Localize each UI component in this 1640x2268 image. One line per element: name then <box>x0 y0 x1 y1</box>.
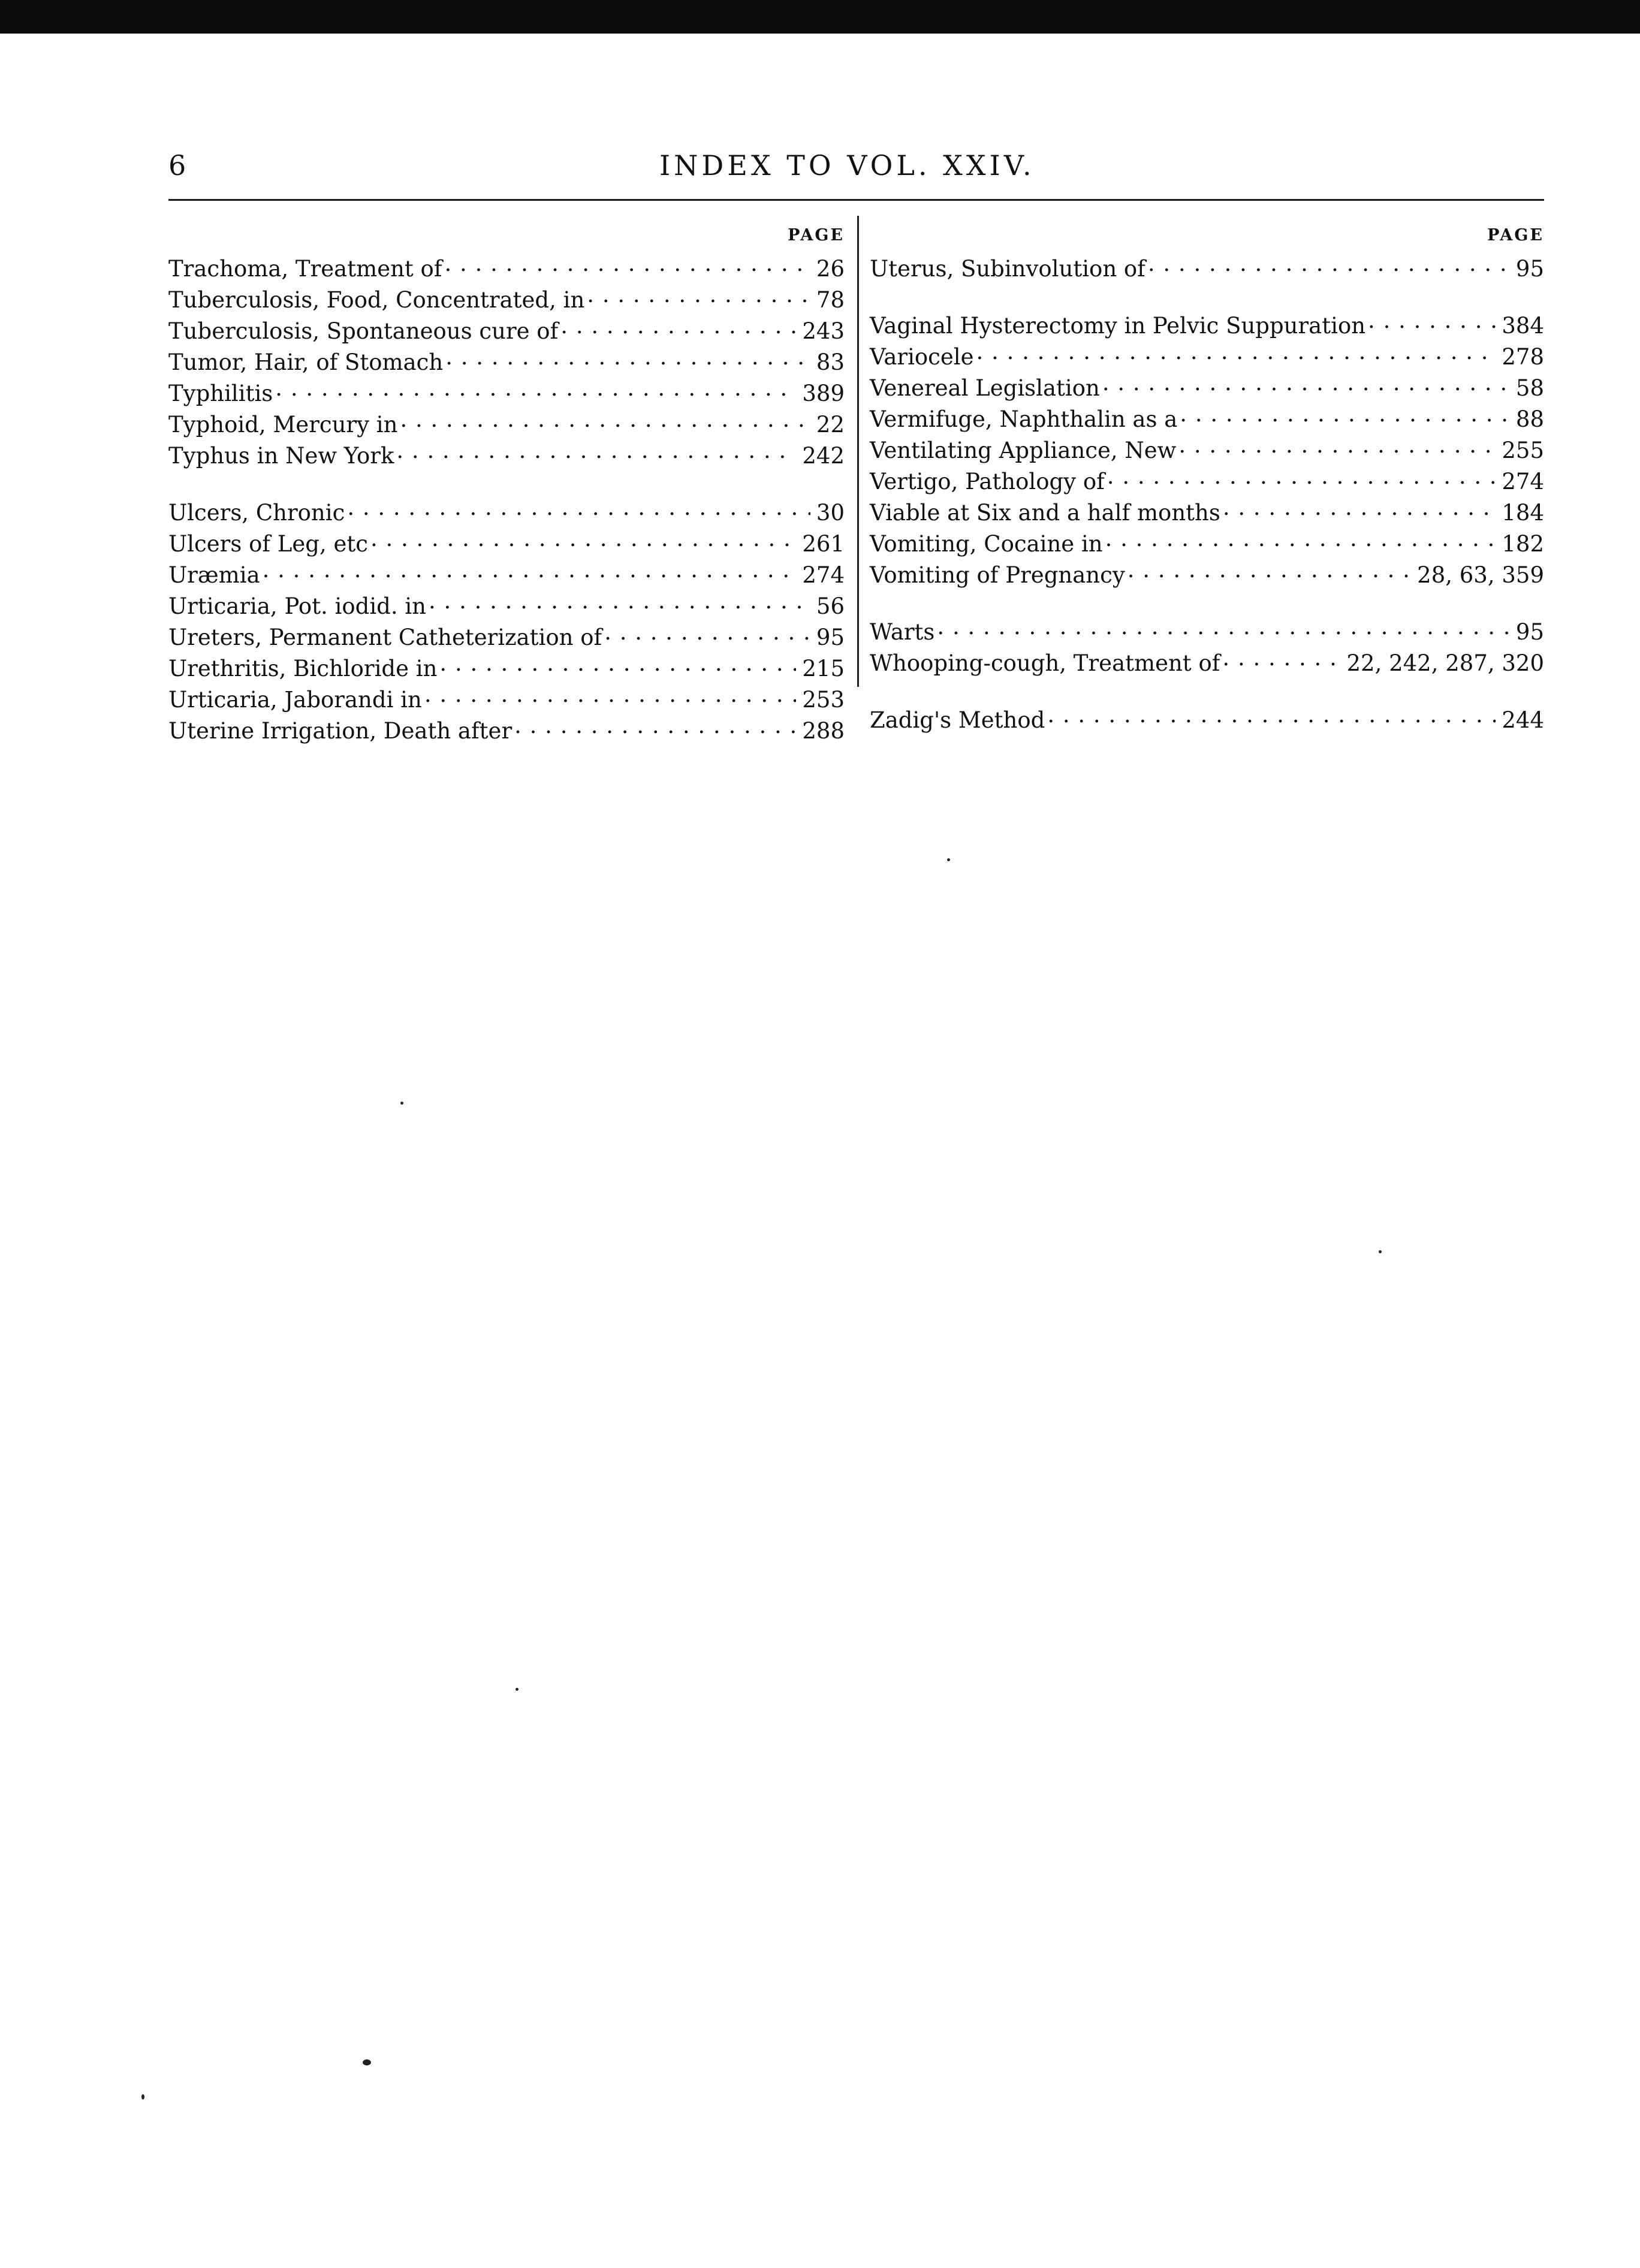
column-divider <box>857 216 859 687</box>
index-entry <box>168 313 845 344</box>
dot-leader <box>1128 557 1411 583</box>
entry-title: Viable at Six and a half months <box>870 500 1220 526</box>
entry-title: Ulcers, Chronic <box>168 500 345 526</box>
entry-title: Tuberculosis, Food, Concentrated, in <box>168 287 585 313</box>
index-entry <box>168 588 845 619</box>
entry-title: Venereal Legislation <box>870 375 1100 401</box>
dot-leader <box>1047 702 1496 728</box>
entry-page-ref: 243 <box>802 318 845 344</box>
entry-page-ref: 278 <box>1502 344 1544 370</box>
entry-page-ref: 274 <box>1502 469 1544 494</box>
header-rule <box>168 199 1544 201</box>
entry-page-ref: 274 <box>802 562 845 588</box>
scan-speck <box>141 2094 144 2100</box>
entry-title: Tuberculosis, Spontaneous cure of <box>168 318 559 344</box>
entry-page-ref: 88 <box>1515 406 1544 432</box>
entry-page-ref: 215 <box>802 656 845 681</box>
entry-page-ref: 83 <box>816 349 845 375</box>
scan-speck <box>947 858 950 861</box>
index-entry <box>870 494 1544 526</box>
entry-title: Vermifuge, Naphthalin as a <box>870 406 1178 432</box>
dot-leader <box>429 588 810 614</box>
dot-leader <box>560 313 796 339</box>
entry-title: Typhilitis <box>168 381 273 406</box>
page-number: 6 <box>168 149 186 182</box>
index-column-right <box>870 225 1544 733</box>
running-head-title: INDEX TO VOL. XXIV. <box>659 149 1035 182</box>
entry-page-ref: 244 <box>1502 707 1544 733</box>
scan-speck <box>363 2059 371 2065</box>
entry-title: Urticaria, Pot. iodid. in <box>168 593 427 619</box>
dot-leader <box>347 494 810 520</box>
dot-leader <box>424 681 797 707</box>
index-entry <box>168 406 845 438</box>
entry-title: Whooping-cough, Treatment of <box>870 650 1220 676</box>
index-entry <box>870 432 1544 463</box>
entry-page-ref: 95 <box>816 625 845 650</box>
entry-page-ref: 56 <box>816 593 845 619</box>
entry-title: Urethritis, Bichloride in <box>168 656 438 681</box>
entry-page-ref: 255 <box>1502 438 1544 463</box>
scan-speck <box>400 1102 403 1105</box>
dot-leader <box>263 557 797 583</box>
dot-leader <box>439 650 796 676</box>
entry-page-ref: 261 <box>802 531 845 557</box>
entry-title: Zadig's Method <box>870 707 1045 733</box>
entry-page-ref: 22 <box>816 412 845 438</box>
entry-page-ref: 95 <box>1515 619 1544 645</box>
entry-page-ref: 384 <box>1502 313 1544 339</box>
index-entry <box>870 614 1544 645</box>
dot-leader <box>1223 494 1496 520</box>
dot-leader <box>587 282 810 307</box>
index-entry <box>870 702 1544 733</box>
index-entry <box>168 650 845 681</box>
letter-group-gap <box>168 469 845 494</box>
scan-speck <box>1379 1250 1382 1253</box>
letter-group-gap <box>870 676 1544 702</box>
entry-title: Ureters, Permanent Catheterization of <box>168 625 602 650</box>
entry-page-ref: 253 <box>802 687 845 713</box>
index-entry <box>870 526 1544 557</box>
index-entry <box>168 557 845 588</box>
entry-title: Typhoid, Mercury in <box>168 412 398 438</box>
dot-leader <box>400 406 810 432</box>
dot-leader <box>937 614 1509 640</box>
entry-page-ref: 22, 242, 287, 320 <box>1346 650 1544 676</box>
entry-title: Vomiting, Cocaine in <box>870 531 1103 557</box>
index-column-left <box>168 225 845 744</box>
entry-page-ref: 182 <box>1502 531 1544 557</box>
entry-page-ref: 242 <box>802 443 845 469</box>
page-column-heading: PAGE <box>1487 226 1544 245</box>
dot-leader <box>396 438 796 463</box>
dot-leader <box>514 713 796 738</box>
entry-page-ref: 26 <box>816 256 845 282</box>
entry-page-ref: 58 <box>1515 375 1544 401</box>
index-entry <box>168 251 845 282</box>
letter-group-gap <box>870 588 1544 614</box>
entry-title: Ulcers of Leg, etc <box>168 531 368 557</box>
index-entry <box>168 438 845 469</box>
entry-title: Vaginal Hysterectomy in Pelvic Suppuration <box>870 313 1366 339</box>
entry-title: Typhus in New York <box>168 443 394 469</box>
dot-leader <box>1178 432 1496 458</box>
dot-leader <box>1107 463 1496 489</box>
dot-leader <box>976 339 1496 364</box>
scan-top-edge <box>0 0 1640 34</box>
index-entry <box>168 713 845 744</box>
index-entry <box>870 307 1544 339</box>
entry-title: Vomiting of Pregnancy <box>870 562 1125 588</box>
dot-leader <box>1180 401 1510 427</box>
dot-leader <box>275 375 796 401</box>
dot-leader <box>370 526 796 551</box>
entry-title: Variocele <box>870 344 974 370</box>
letter-group-gap <box>870 282 1544 307</box>
dot-leader <box>1148 251 1510 276</box>
entry-page-ref: 389 <box>802 381 845 406</box>
index-entry <box>168 681 845 713</box>
entry-title: Vertigo, Pathology of <box>870 469 1105 494</box>
index-entry <box>168 619 845 650</box>
index-entry <box>870 370 1544 401</box>
dot-leader <box>445 251 810 276</box>
scan-speck <box>515 1688 518 1691</box>
entry-title: Warts <box>870 619 935 645</box>
dot-leader <box>1105 526 1496 551</box>
index-entry <box>870 557 1544 588</box>
entry-page-ref: 28, 63, 359 <box>1417 562 1544 588</box>
index-entry <box>168 526 845 557</box>
entry-title: Uræmia <box>168 562 260 588</box>
entry-title: Trachoma, Treatment of <box>168 256 442 282</box>
dot-leader <box>1368 307 1496 333</box>
page-column-heading: PAGE <box>788 226 845 245</box>
entry-page-ref: 78 <box>816 287 845 313</box>
entry-page-ref: 288 <box>802 718 845 744</box>
dot-leader <box>604 619 810 645</box>
entry-title: Urticaria, Jaborandi in <box>168 687 422 713</box>
entry-page-ref: 30 <box>816 500 845 526</box>
entry-title: Uterine Irrigation, Death after <box>168 718 512 744</box>
index-entry <box>870 645 1544 676</box>
index-entry <box>870 339 1544 370</box>
index-entry <box>168 494 845 526</box>
index-entry <box>870 251 1544 282</box>
entry-title: Tumor, Hair, of Stomach <box>168 349 444 375</box>
index-entry <box>870 401 1544 432</box>
entry-page-ref: 95 <box>1515 256 1544 282</box>
dot-leader <box>445 344 810 370</box>
index-entry <box>168 375 845 406</box>
entry-title: Ventilating Appliance, New <box>870 438 1177 463</box>
entry-title: Uterus, Subinvolution of <box>870 256 1145 282</box>
dot-leader <box>1222 645 1340 671</box>
index-entry <box>870 463 1544 494</box>
index-entry <box>168 344 845 375</box>
dot-leader <box>1102 370 1510 396</box>
entry-page-ref: 184 <box>1502 500 1544 526</box>
index-entry <box>168 282 845 313</box>
